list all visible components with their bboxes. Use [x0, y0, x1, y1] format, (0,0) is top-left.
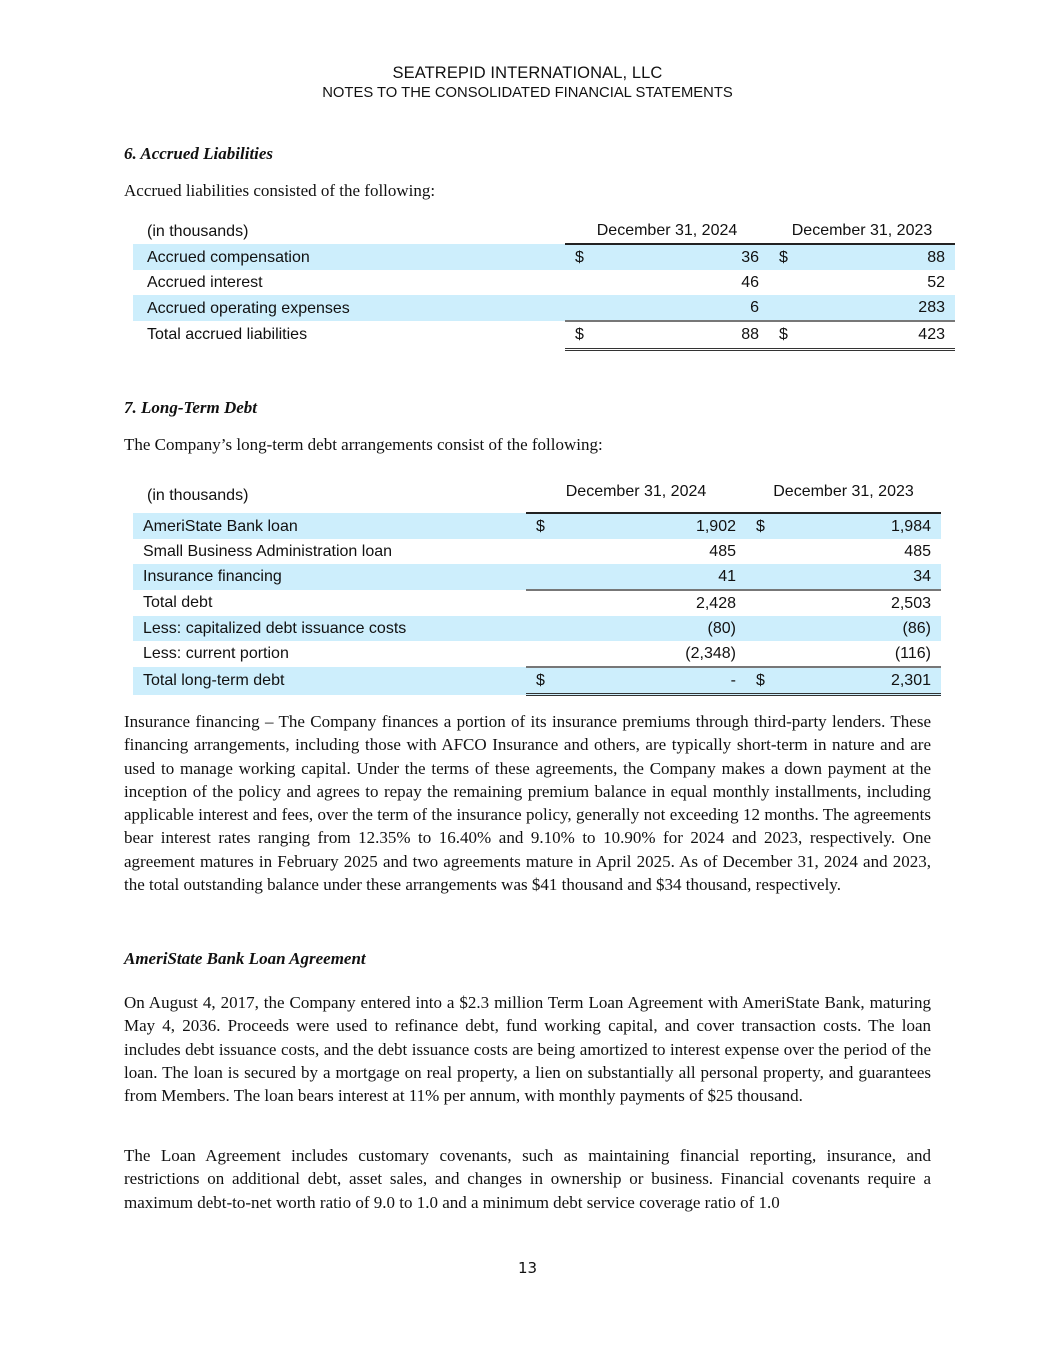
currency-symbol: $	[769, 244, 799, 270]
table-header-row	[133, 479, 941, 513]
value-2024: 6	[605, 295, 769, 321]
value-2024: 88	[605, 321, 769, 349]
value-2023: 2,301	[776, 667, 941, 695]
row-label: Total accrued liabilities	[147, 326, 308, 343]
table-row	[133, 641, 941, 667]
value-2024: 36	[605, 244, 769, 270]
table-total-row	[133, 321, 955, 349]
value-2023: 88	[799, 244, 955, 270]
section-6-intro: Accrued liabilities consisted of the following:	[124, 181, 436, 200]
section-6-title: 6. Accrued Liabilities	[124, 144, 274, 163]
currency-symbol: $	[769, 321, 799, 349]
currency-symbol	[526, 590, 566, 616]
table-row	[133, 539, 941, 564]
currency-symbol	[526, 616, 566, 641]
value-2023: 485	[904, 543, 931, 560]
value-2024: 485	[709, 543, 736, 560]
row-label: Small Business Administration loan	[143, 542, 393, 560]
column-header-2024: December 31, 2024	[526, 479, 746, 513]
value-2024: -	[566, 667, 746, 695]
currency-symbol: $	[746, 513, 776, 539]
value-2023: 52	[927, 274, 945, 291]
value-2023: 34	[776, 564, 941, 590]
currency-symbol: $	[565, 321, 605, 349]
value-2024: 1,902	[566, 513, 746, 539]
section-7-intro: The Company’s long-term debt arrangements consist of the following:	[124, 435, 603, 454]
value-2023: (116)	[894, 645, 931, 662]
column-header-2023: December 31, 2023	[746, 479, 941, 513]
value-2023: 283	[799, 295, 955, 321]
table-row	[133, 616, 941, 641]
row-label: Accrued interest	[147, 274, 263, 291]
ameristate-loan-paragraph: On August 4, 2017, the Company entered into a $2.3 million Term Loan Agreement with AmeriState Bank, maturing May 4, 2036. Proceeds were used to refinance debt, fund working capital, and cover transaction costs. The loan includes debt issuance costs, and the debt issuance costs are being amortized to interest expense over the period of the loan. The loan is secured by a mortgage on real property, a lien on substantially all personal property, and guarantees from Members. The loan bears interest at 11% per annum, with monthly payments of $25 thousand.	[124, 993, 931, 1106]
row-label: Total long-term debt	[133, 667, 526, 695]
table-total-row	[133, 667, 941, 695]
table-row	[133, 564, 941, 590]
unit-label: (in thousands)	[133, 479, 526, 513]
currency-symbol	[565, 270, 605, 295]
document-subtitle: NOTES TO THE CONSOLIDATED FINANCIAL STATEMENTS	[322, 85, 733, 101]
currency-symbol: $	[746, 667, 776, 695]
insurance-financing-paragraph: Insurance financing – The Company finances a portion of its insurance premiums through third-party lenders. These financing arrangements, including those with AFCO Insurance and others, are typically short-term in nature and are used to manage working capital. Under the terms of these agreements, the Company makes a down payment at the inception of the policy and agrees to repay the remaining premium balance in equal monthly installments, including applicable interest and fees, over the term of the insurance policy, generally not exceeding 12 months. The agreements bear interest rates ranging from 12.35% to 16.40% and 9.10% to 10.90% for 2024 and 2023, respectively. One agreement matures in February 2025 and two agreements mature in April 2025. As of December 31, 2024 and 2023, the total outstanding balance under these arrangements was $41 thousand and $34 thousand, respectively.	[124, 712, 931, 895]
value-2023: 2,503	[776, 590, 941, 616]
long-term-debt-table	[133, 479, 941, 696]
column-header-2023: December 31, 2023	[769, 218, 955, 244]
row-label: Accrued operating expenses	[133, 295, 565, 321]
currency-symbol	[526, 564, 566, 590]
unit-label: (in thousands)	[133, 218, 565, 244]
page-number: 13	[517, 1259, 538, 1277]
currency-symbol	[746, 564, 776, 590]
accrued-liabilities-table	[133, 218, 955, 351]
company-name: SEATREPID INTERNATIONAL, LLC	[392, 64, 663, 82]
table-header-row	[133, 218, 955, 244]
table-subtotal-row	[133, 590, 941, 616]
row-label: Accrued compensation	[133, 244, 565, 270]
currency-symbol	[769, 270, 799, 295]
currency-symbol	[526, 539, 566, 564]
table-row	[133, 270, 955, 295]
value-2024: (2,348)	[685, 645, 736, 662]
currency-symbol: $	[526, 667, 566, 695]
row-label: Less: current portion	[143, 645, 289, 662]
value-2024: (80)	[566, 616, 746, 641]
table-row	[133, 295, 955, 321]
table-row	[133, 513, 941, 539]
currency-symbol: $	[526, 513, 566, 539]
value-2023: 423	[799, 321, 955, 349]
currency-symbol	[746, 641, 776, 667]
value-2024: 41	[566, 564, 746, 590]
currency-symbol	[746, 539, 776, 564]
value-2023: (86)	[776, 616, 941, 641]
row-label: Insurance financing	[133, 564, 526, 590]
value-2023: 1,984	[776, 513, 941, 539]
value-2024: 46	[741, 274, 759, 291]
currency-symbol	[746, 616, 776, 641]
column-header-2024: December 31, 2024	[565, 218, 769, 244]
table-row	[133, 244, 955, 270]
value-2024: 2,428	[566, 590, 746, 616]
loan-covenants-paragraph: The Loan Agreement includes customary covenants, such as maintaining financial reporting, insurance, and restrictions on additional debt, asset sales, and changes in ownership or business. Financial covenants require a maximum debt-to-net worth ratio of 9.0 to 1.0 and a minimum debt service coverage ratio of 1.0	[124, 1146, 931, 1212]
row-label: AmeriState Bank loan	[133, 513, 526, 539]
row-label: Total debt	[143, 594, 213, 611]
section-7-title: 7. Long-Term Debt	[124, 398, 258, 417]
ameristate-loan-title: AmeriState Bank Loan Agreement	[124, 949, 366, 968]
currency-symbol	[746, 590, 776, 616]
currency-symbol	[526, 641, 566, 667]
currency-symbol	[769, 295, 799, 321]
currency-symbol: $	[565, 244, 605, 270]
row-label: Less: capitalized debt issuance costs	[133, 616, 526, 641]
currency-symbol	[565, 295, 605, 321]
